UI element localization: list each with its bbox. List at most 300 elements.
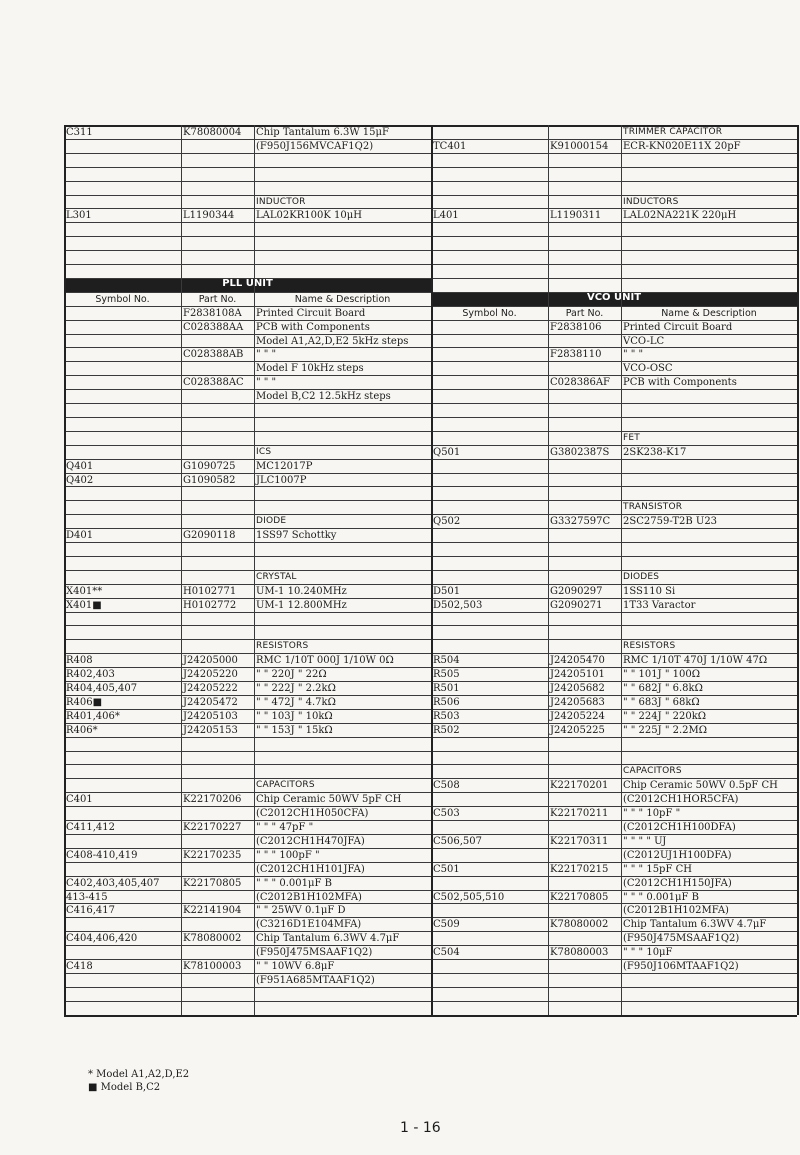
right-row-rule [431,778,797,779]
right-part-number-cell: K91000154 [550,140,609,152]
left-column-rule [64,125,66,1015]
left-row-rule [64,598,431,599]
left-row-rule [64,862,431,863]
right-row-rule [431,528,797,529]
left-description-cell: " " " [256,349,277,361]
left-row-rule [64,417,431,418]
right-description-cell: (F950J475MSAAF1Q2) [623,933,740,945]
right-row-rule [431,500,797,501]
left-symbol-cell: Q401 [66,460,94,472]
left-row-rule [64,792,431,793]
left-description-cell: (C2012CH1H050CFA) [256,808,369,820]
left-description-cell: Model B,C2 12.5kHz steps [256,391,391,403]
left-row-rule [64,208,431,209]
right-part-number-cell: J24205225 [550,724,605,736]
right-row-rule [431,514,797,515]
right-row-rule [431,306,797,307]
right-row-rule [431,431,797,432]
page-number: 1 - 16 [400,1120,441,1136]
left-description-cell: MC12017P [256,460,313,472]
left-row-rule [64,250,431,251]
right-description-cell: (C2012UJ1H100DFA) [623,849,732,861]
left-part-number-cell: J24205220 [183,669,238,681]
left-part-number-cell: K78080004 [183,127,242,138]
right-row-rule [431,292,797,293]
left-description-cell: RESISTORS [256,641,309,652]
left-row-rule [64,778,431,779]
left-part-number-cell: K22170227 [183,822,242,833]
left-row-rule [64,931,431,932]
left-row-rule [64,153,431,154]
right-description-cell: Printed Circuit Board [623,321,733,333]
left-row-rule [64,222,431,223]
right-part-number-cell: F2838106 [550,321,602,333]
right-row-rule [431,1001,797,1002]
right-description-cell: VCO-OSC [623,363,673,375]
left-row-rule [64,723,431,724]
right-description-cell: 1T33 Varactor [623,599,696,611]
left-symbol-cell: L301 [66,210,92,222]
left-part-number-cell: G1090582 [183,474,236,486]
right-row-rule [431,486,797,487]
left-description-cell: " " " [256,377,277,389]
footnotes [88,1068,189,1094]
right-column-header: Name & Description [661,307,757,319]
right-row-rule [431,278,797,279]
left-part-number-cell: C028388AB [183,349,244,361]
left-description-cell: INDUCTOR [256,196,306,207]
left-row-rule [64,681,431,682]
right-row-rule [431,681,797,682]
right-symbol-cell: TC401 [433,140,467,152]
right-row-rule [431,751,797,752]
left-part-number-cell: H0102771 [183,585,237,597]
right-part-number-cell: K22170211 [550,808,609,820]
right-description-cell: TRANSISTOR [623,502,683,513]
right-description-cell: Chip Tantalum 6.3WV 4.7μF [623,919,767,931]
left-description-cell: Model F 10kHz steps [256,363,364,375]
right-part-number-cell: K22170215 [550,863,609,875]
left-part-number-cell: K22170206 [183,794,242,806]
left-description-cell: PCB with Components [256,321,370,333]
left-row-rule [64,890,431,891]
left-description-cell: " " " 100pF " [256,849,320,861]
left-description-cell: CAPACITORS [256,780,315,791]
left-description-cell: (C2012CH1H470JFA) [256,835,365,847]
right-row-rule [431,570,797,571]
right-description-cell: " " " 10pF " [623,808,681,820]
right-row-rule [431,347,797,348]
left-row-rule [64,473,431,474]
left-symbol-cell: C416,417 [66,905,116,917]
left-row-rule [64,764,431,765]
left-row-rule [64,306,431,307]
right-column-rule [621,125,622,1015]
right-symbol-cell: Q502 [433,516,461,528]
right-row-rule [431,167,797,168]
right-description-cell: 1SS110 Si [623,585,676,597]
left-symbol-cell: R401,406* [66,710,120,722]
right-row-rule [431,848,797,849]
right-description-cell: RESISTORS [623,641,676,652]
right-row-rule [431,653,797,654]
left-row-rule [64,917,431,918]
right-symbol-cell: C504 [433,947,460,959]
right-row-rule [431,139,797,140]
left-description-cell: Chip Tantalum 6.3WV 4.7μF [256,933,400,945]
right-description-cell: ECR-KN020E11X 20pF [623,140,741,152]
left-part-number-cell: K22141904 [183,905,242,917]
right-symbol-cell: R505 [433,669,460,681]
right-symbol-cell: R501 [433,683,460,694]
right-column-rule [431,125,433,1015]
left-description-cell: (C2012CH1H101JFA) [256,863,365,875]
left-part-number-cell: K22170805 [183,877,242,889]
left-row-rule [64,820,431,821]
left-description-cell: CRYSTAL [256,571,297,582]
right-row-rule [431,556,797,557]
left-description-cell: LAL02KR100K 10μH [256,210,362,222]
left-part-number-cell: K78080002 [183,933,242,945]
left-row-rule [64,278,431,279]
left-part-number-cell: L1190344 [183,210,235,222]
left-row-rule [64,709,431,710]
left-row-rule [64,806,431,807]
right-description-cell: Chip Ceramic 50WV 0.5pF CH [623,780,778,792]
left-column-header: Symbol No. [95,293,150,305]
right-symbol-cell: C502,505,510 [433,891,505,903]
left-part-number-cell: H0102772 [183,599,237,611]
left-row-rule [64,612,431,613]
left-description-cell: Printed Circuit Board [256,307,366,319]
right-description-cell: " " " 15pF CH [623,863,692,875]
right-row-rule [431,403,797,404]
left-row-rule [64,834,431,835]
left-description-cell: " " 153J " 15kΩ [256,724,333,736]
right-part-number-cell: K22170805 [550,891,609,903]
right-description-cell: " " 224J " 220kΩ [623,710,707,722]
left-row-rule [64,1001,431,1002]
right-part-number-cell: K22170201 [550,780,609,792]
right-row-rule [431,903,797,904]
left-column-header: Name & Description [294,293,391,305]
left-description-cell: (C3216D1E104MFA) [256,919,362,931]
right-row-rule [431,153,797,154]
left-description-cell: (F950J475MSAAF1Q2) [256,947,373,959]
left-row-rule [64,500,431,501]
left-part-number-cell: J24205472 [183,696,238,708]
left-row-rule [64,292,431,293]
right-description-cell: " " " [623,349,644,361]
right-row-rule [431,1015,797,1017]
right-part-number-cell: C028386AF [550,377,610,389]
left-unit-header: PLL UNIT [64,278,431,292]
right-symbol-cell: C509 [433,919,460,931]
right-row-rule [431,459,797,460]
left-part-number-cell: J24205103 [183,710,238,722]
right-row-rule [431,195,797,196]
right-row-rule [431,625,797,626]
left-part-number-cell: G2090118 [183,530,236,542]
right-part-number-cell: G2090271 [550,599,603,611]
left-description-cell: UM-1 12.800MHz [256,599,347,611]
left-row-rule [64,139,431,140]
right-row-rule [431,820,797,821]
right-part-number-cell: J24205470 [550,655,605,667]
right-description-cell: " " " 0.001μF B [623,891,699,903]
right-description-cell: (C2012CH1H100DFA) [623,822,736,833]
left-row-rule [64,945,431,946]
left-symbol-cell: D401 [66,530,94,542]
right-description-cell: (C2012CH1HOR5CFA) [623,794,739,806]
right-row-rule [431,806,797,807]
right-symbol-cell: R506 [433,696,460,708]
left-description-cell: " " 220J " 22Ω [256,669,327,681]
right-part-number-cell: K22170311 [550,835,609,847]
left-description-cell: " " 222J " 2.2kΩ [256,683,336,694]
left-column-rule [181,125,182,1015]
left-part-number-cell: C028388AA [183,321,244,333]
right-description-cell: DIODES [623,571,660,582]
right-description-cell: FET [623,432,640,443]
right-row-rule [431,973,797,974]
right-symbol-cell: C503 [433,808,460,820]
right-part-number-cell: G3327597C [550,516,611,528]
left-description-cell: (F950J156MVCAF1Q2) [256,140,374,152]
right-description-cell: 2SK238-K17 [623,446,687,458]
left-part-number-cell: K78100003 [183,961,242,972]
left-description-cell: DIODE [256,516,287,527]
right-row-rule [431,250,797,251]
right-row-rule [431,667,797,668]
left-row-rule [64,625,431,626]
right-row-rule [431,584,797,585]
right-column-header: Symbol No. [462,307,517,319]
right-symbol-cell: C501 [433,863,460,875]
right-row-rule [431,890,797,891]
right-row-rule [431,375,797,376]
right-unit-header: VCO UNIT [431,292,797,306]
right-part-number-cell: J24205224 [550,710,605,722]
right-description-cell: TRIMMER CAPACITOR [623,127,723,137]
right-row-rule [431,389,797,390]
left-row-rule [64,445,431,446]
left-symbol-cell: R404,405,407 [66,683,138,694]
left-symbol-cell: Q402 [66,474,94,486]
left-description-cell: JLC1007P [256,474,307,486]
right-row-rule [431,361,797,362]
left-row-rule [64,431,431,432]
left-row-rule [64,361,431,362]
left-part-number-cell: J24205222 [183,683,238,694]
left-row-rule [64,987,431,988]
right-symbol-cell: Q501 [433,446,461,458]
right-row-rule [431,125,797,127]
left-description-cell: " " 25WV 0.1μF D [256,905,346,917]
left-symbol-cell: C311 [66,127,93,138]
left-row-rule [64,347,431,348]
right-column-rule [797,125,799,1015]
left-symbol-cell: 413-415 [66,891,108,903]
right-row-rule [431,612,797,613]
right-row-rule [431,876,797,877]
left-part-number-cell: J24205000 [183,655,238,667]
right-row-rule [431,792,797,793]
left-row-rule [64,876,431,877]
right-description-cell: " " " " UJ [623,835,667,847]
right-description-cell: VCO-LC [623,335,665,347]
left-symbol-cell: C404,406,420 [66,933,138,945]
right-row-rule [431,598,797,599]
left-row-rule [64,403,431,404]
right-description-cell: RMC 1/10T 470J 1/10W 47Ω [623,655,768,667]
right-symbol-cell: D502,503 [433,599,483,611]
left-part-number-cell: F2838108A [183,307,242,319]
left-row-rule [64,751,431,752]
right-part-number-cell: K78080002 [550,919,609,931]
left-row-rule [64,639,431,640]
right-row-rule [431,723,797,724]
left-row-rule [64,556,431,557]
left-row-rule [64,737,431,738]
left-description-cell: 1SS97 Schottky [256,530,337,542]
right-part-number-cell: J24205682 [550,683,605,694]
right-symbol-cell: R502 [433,724,460,736]
left-description-cell: " " " 47pF " [256,822,314,833]
right-row-rule [431,222,797,223]
left-symbol-cell: C418 [66,961,93,972]
right-description-cell: " " 101J " 100Ω [623,669,700,681]
left-symbol-cell: R406■ [66,696,103,708]
right-description-cell: " " 683J " 68kΩ [623,696,700,708]
left-row-rule [64,570,431,571]
right-row-rule [431,639,797,640]
left-row-rule [64,320,431,321]
left-row-rule [64,1015,431,1017]
footnote-model-a: * Model A1,A2,D,E2 [88,1069,190,1080]
left-row-rule [64,528,431,529]
right-row-rule [431,473,797,474]
left-row-rule [64,236,431,237]
right-symbol-cell: L401 [433,210,459,222]
left-row-rule [64,389,431,390]
left-row-rule [64,375,431,376]
left-symbol-cell: C411,412 [66,822,116,833]
left-row-rule [64,459,431,460]
right-row-rule [431,334,797,335]
left-description-cell: RMC 1/10T 000J 1/10W 0Ω [256,655,394,667]
left-symbol-cell: C402,403,405,407 [66,877,160,889]
right-part-number-cell: J24205683 [550,696,605,708]
right-symbol-cell: R504 [433,655,460,667]
right-row-rule [431,862,797,863]
left-symbol-cell: R408 [66,655,93,667]
right-column-rule [548,125,549,1015]
right-row-rule [431,987,797,988]
right-description-cell: " " 682J " 6.8kΩ [623,683,703,694]
right-row-rule [431,542,797,543]
left-row-rule [64,973,431,974]
left-symbol-cell: X401■ [66,599,102,611]
right-row-rule [431,931,797,932]
left-row-rule [64,195,431,196]
right-symbol-cell: D501 [433,585,461,597]
right-symbol-cell: C506,507 [433,835,483,847]
right-description-cell: (C2012B1H102MFA) [623,905,729,917]
left-part-number-cell: J24205153 [183,724,238,736]
left-description-cell: Chip Ceramic 50WV 5pF CH [256,794,402,806]
right-part-number-cell: F2838110 [550,349,602,361]
left-row-rule [64,486,431,487]
left-column-header: Part No. [198,293,237,305]
left-symbol-cell: R402,403 [66,669,115,681]
right-row-rule [431,945,797,946]
footnote-model-b: ■ Model B,C2 [88,1082,161,1093]
left-description-cell: Chip Tantalum 6.3W 15μF [256,127,389,138]
right-row-rule [431,695,797,696]
left-symbol-cell: X401** [66,585,103,597]
right-row-rule [431,264,797,265]
left-row-rule [64,695,431,696]
right-description-cell: INDUCTORS [623,196,679,207]
left-row-rule [64,959,431,960]
right-description-cell: (C2012CH1H150JFA) [623,877,732,889]
right-column-header: Part No. [565,307,604,319]
left-row-rule [64,264,431,265]
right-symbol-cell: C508 [433,780,460,792]
left-description-cell: Model A1,A2,D,E2 5kHz steps [256,335,409,347]
left-description-cell: " " 472J " 4.7kΩ [256,696,336,708]
right-row-rule [431,959,797,960]
left-symbol-cell: C401 [66,794,93,806]
left-description-cell: ICS [256,446,272,457]
right-row-rule [431,709,797,710]
right-row-rule [431,208,797,209]
right-description-cell: CAPACITORS [623,766,682,777]
left-row-rule [64,903,431,904]
left-row-rule [64,514,431,515]
right-row-rule [431,320,797,321]
left-symbol-cell: C408-410,419 [66,849,138,861]
right-row-rule [431,236,797,237]
left-part-number-cell: K22170235 [183,849,242,861]
left-row-rule [64,667,431,668]
left-row-rule [64,125,431,127]
left-row-rule [64,334,431,335]
left-description-cell: " " " 0.001μF B [256,877,332,889]
right-row-rule [431,417,797,418]
left-row-rule [64,848,431,849]
left-row-rule [64,653,431,654]
right-part-number-cell: L1190311 [550,210,602,222]
right-row-rule [431,181,797,182]
right-row-rule [431,834,797,835]
left-description-cell: " " 10WV 6.8μF [256,961,335,972]
right-description-cell: LAL02NA221K 220μH [623,210,737,222]
left-column-rule [254,125,255,1015]
right-part-number-cell: G2090297 [550,585,603,597]
left-description-cell: (C2012B1H102MFA) [256,891,362,903]
right-row-rule [431,737,797,738]
right-part-number-cell: J24205101 [550,669,605,681]
right-part-number-cell: G3802387S [550,446,610,458]
right-row-rule [431,764,797,765]
left-part-number-cell: C028388AC [183,377,244,389]
left-row-rule [64,542,431,543]
right-row-rule [431,445,797,446]
left-description-cell: UM-1 10.240MHz [256,585,347,597]
left-symbol-cell: R406* [66,724,98,736]
